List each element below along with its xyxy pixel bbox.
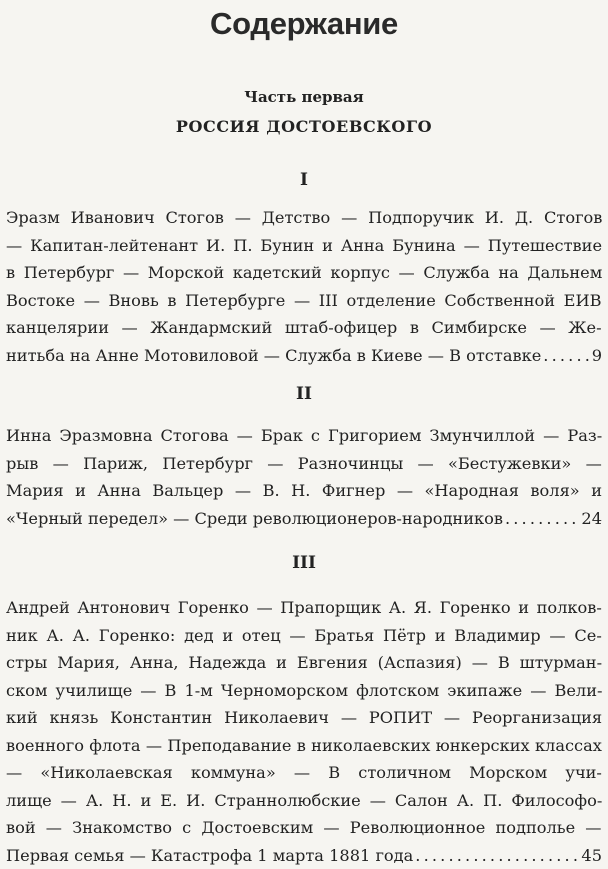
toc-entry-1[interactable]: [6, 204, 602, 369]
toc-line: военного флота — Преподавание в николаевских юнкерских классах: [6, 732, 602, 760]
leader-dots: [543, 342, 589, 370]
toc-line: вой — Знакомство с Достоевским — Революционное подполье —: [6, 814, 602, 842]
toc-line: Востоке — Вновь в Петербурге — III отделение Собственной ЕИВ: [6, 287, 602, 315]
toc-line: Инна Эразмовна Стогова — Брак с Григорием Змунчиллой — Раз-: [6, 422, 602, 450]
section-numeral-3: III: [0, 553, 608, 573]
part-label: Часть первая: [0, 88, 608, 106]
toc-line: — «Николаевская коммуна» — В столичном Морском учи-: [6, 759, 602, 787]
toc-line: Мария и Анна Вальцер — В. Н. Фигнер — «Народная воля» и: [6, 477, 602, 505]
page-number: 9: [592, 342, 602, 370]
toc-entry-2[interactable]: [6, 422, 602, 532]
toc-line: ском училище — В 1-м Черноморском флотском экипаже — Вели-: [6, 677, 602, 705]
part-title: РОССИЯ ДОСТОЕВСКОГО: [0, 117, 608, 136]
toc-line: Первая семья — Катастрофа 1 марта 1881 года: [6, 842, 413, 869]
page-number: 24: [581, 505, 602, 533]
page-number: 45: [581, 842, 602, 869]
toc-last-line: [6, 842, 602, 869]
toc-last-line: [6, 505, 602, 533]
leader-dots: [505, 505, 579, 533]
toc-line: кий князь Константин Николаевич — РОПИТ — Реорганизация: [6, 704, 602, 732]
leader-dots: [415, 842, 579, 869]
toc-line: рыв — Париж, Петербург — Разночинцы — «Бестужевки» —: [6, 450, 602, 478]
toc-line: «Черный передел» — Среди революционеров-народников: [6, 505, 503, 533]
toc-line: лище — А. Н. и Е. И. Страннолюбские — Салон А. П. Философо-: [6, 787, 602, 815]
toc-last-line: [6, 342, 602, 370]
toc-line: в Петербург — Морской кадетский корпус — Служба на Дальнем: [6, 259, 602, 287]
toc-line: нитьба на Анне Мотовиловой — Служба в Киеве — В отставке: [6, 342, 541, 370]
toc-line: канцелярии — Жандармский штаб-офицер в Симбирске — Же-: [6, 314, 602, 342]
toc-entry-3[interactable]: [6, 594, 602, 869]
toc-line: Андрей Антонович Горенко — Прапорщик А. Я. Горенко и полков-: [6, 594, 602, 622]
toc-line: — Капитан-лейтенант И. П. Бунин и Анна Бунина — Путешествие: [6, 232, 602, 260]
toc-line: стры Мария, Анна, Надежда и Евгения (Аспазия) — В штурман-: [6, 649, 602, 677]
section-numeral-2: II: [0, 384, 608, 404]
page-title: Содержание: [0, 6, 608, 42]
toc-line: Эразм Иванович Стогов — Детство — Подпоручик И. Д. Стогов: [6, 204, 602, 232]
toc-line: ник А. А. Горенко: дед и отец — Братья Пётр и Владимир — Се-: [6, 622, 602, 650]
section-numeral-1: I: [0, 170, 608, 190]
